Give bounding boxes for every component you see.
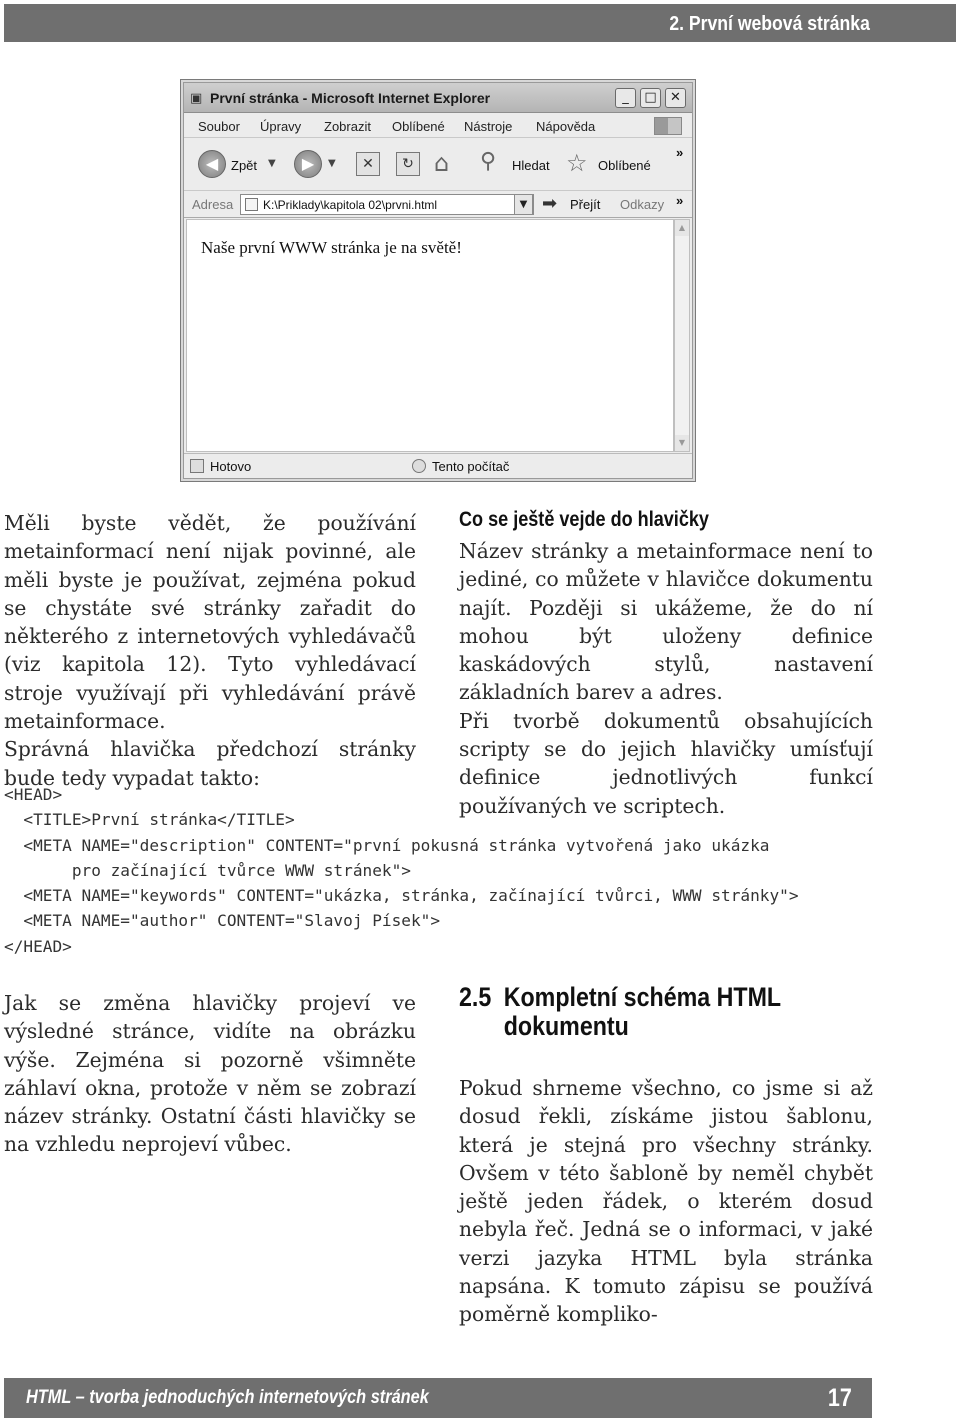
scroll-down-icon[interactable]: ▼ [675,435,689,451]
go-arrow-icon[interactable]: ➡ [542,193,558,214]
ie-menu-bar [184,114,692,138]
toolbar-more-chevron[interactable]: » [676,145,684,160]
code-listing [4,782,799,959]
menu-zobrazit[interactable]: Zobrazit [324,119,371,134]
code-line: <META NAME="description" CONTENT="první pokusná stránka vytvořená jako ukázka [4,835,770,855]
sidebar-paragraph-1: Název stránky a metainformace není to jediné, co můžete v hlavičce dokumentu najít. Později si ukážeme, že do ní mohou být uloženy definice kaskádových stylů, nastavení základních barev a adres. [459,539,873,705]
sidebar-paragraph-2: Při tvorbě dokumentů obsahujících scripty se do jejich hlavičky umísťují definice jednotlivých funkcí používaných ve scriptech. [459,708,873,818]
minimize-button[interactable]: _ [615,88,636,108]
search-button-label[interactable]: Hledat [512,158,550,173]
forward-arrow-icon[interactable]: ▶ [294,150,322,178]
menu-soubor[interactable]: Soubor [198,119,240,134]
computer-zone-icon [412,459,426,473]
section-paragraph: Pokud shrneme všechno, co jsme si až dosud řekli, získáme jistou šablonu, která je stejná pro všechny stránky. Ovšem v této šabloně by neměl chybět ještě jeden řádek, o kterém dosud nebyla řeč. Jedná se o informaci, v jaké verzi jazyka HTML byla stránka napsána. K tomuto zápisu se používá poměrně kompliko- [459,1076,873,1327]
address-dropdown-icon[interactable]: ▼ [514,194,533,215]
back-dropdown-icon[interactable]: ▼ [268,158,276,169]
maximize-button[interactable]: □ [640,88,661,108]
home-icon[interactable]: ⌂ [434,149,450,177]
menu-nastroje[interactable]: Nástroje [464,119,513,134]
ie-window [183,82,693,479]
status-zone: Tento počítač [432,459,510,474]
favorites-button-label[interactable]: Oblíbené [598,158,651,173]
status-text: Hotovo [210,459,252,474]
stop-icon[interactable]: ✕ [356,152,380,176]
status-page-icon [190,459,204,473]
code-line: <TITLE>První stránka</TITLE> [4,810,295,830]
ie-title-bar [184,83,692,113]
section-number: 2.5 [459,982,492,1012]
ie-status-bar [184,453,692,478]
vertical-scrollbar[interactable] [674,219,690,452]
close-button[interactable]: ✕ [665,88,686,108]
sidebar-text [459,537,873,820]
address-value[interactable]: K:\Priklady\kapitola 02\prvni.html [263,198,438,212]
forward-dropdown-icon[interactable]: ▼ [328,158,336,169]
code-line: </HEAD> [4,936,72,956]
back-button-label[interactable]: Zpět [231,158,258,173]
intro-text [4,509,416,792]
code-line: <META NAME="author" CONTENT="Slavoj Písek"> [4,911,441,931]
section-heading [459,983,781,1041]
favorites-star-icon[interactable]: ☆ [566,149,588,177]
footer-bar [4,1378,872,1418]
intro-paragraph-1: Měli byste vědět, že používání metainformací není nijak povinné, ale měli byste je používat, zejména pokud se chystáte své stránky zařadit do některého z internetových vyhledávačů (viz kapitola 12). Tyto vyhledávací stroje využívají při vyhledávání právě metainformace. [4,511,416,734]
ie-address-bar [184,192,692,218]
ie-window-title: První stránka - Microsoft Internet Explorer [210,90,491,106]
chapter-header-bar [4,4,956,42]
browser-screenshot [180,79,696,482]
after-code-text [4,989,416,1159]
scroll-up-icon[interactable]: ▲ [675,220,689,236]
intro-paragraph-2: Správná hlavička předchozí stránky bude tedy vypadat takto: [4,737,416,790]
links-label[interactable]: Odkazy [620,197,665,212]
page-number: 17 [828,1384,852,1412]
code-line: <HEAD> [4,785,63,804]
links-more-chevron[interactable]: » [676,193,684,208]
section-title-line-2: dokumentu [503,1011,629,1041]
page-icon [245,198,258,211]
section-text [459,1074,873,1329]
after-code-paragraph: Jak se změna hlavičky projeví ve výsledné stránce, vidíte na obrázku výše. Zejména si pozorně všimněte záhlaví okna, protože v něm se zobrazí název stránky. Ostatní části hlavičky se na vzhledu neprojeví vůbec. [4,991,416,1157]
ie-content-area [186,219,674,452]
sidebar-heading: Co se ještě vejde do hlavičky [459,508,709,531]
refresh-icon[interactable]: ↻ [396,152,420,176]
search-icon[interactable]: ⚲ [480,149,497,174]
book-title: HTML – tvorba jednoduchých internetových stránek [26,1387,429,1408]
address-input[interactable] [240,194,534,215]
go-button-label[interactable]: Přejít [570,197,601,212]
windows-logo-icon [654,117,682,135]
section-title-line-1: Kompletní schéma HTML [503,982,782,1012]
address-label: Adresa [192,197,234,212]
code-line: pro začínající tvůrce WWW stránek"> [4,860,411,880]
chapter-title: 2. První webová stránka [669,13,870,35]
page-content-text: Naše první WWW stránka je na světě! [201,238,462,257]
menu-upravy[interactable]: Úpravy [260,119,302,134]
code-line: <META NAME="keywords" CONTENT="ukázka, stránka, začínající tvůrci, WWW stránky"> [4,886,799,906]
ie-toolbar [184,139,692,191]
menu-oblibene[interactable]: Oblíbené [392,119,445,134]
ie-page-icon: ▣ [190,91,203,106]
menu-napoveda[interactable]: Nápověda [536,119,596,134]
back-arrow-icon[interactable]: ◀ [198,150,226,178]
